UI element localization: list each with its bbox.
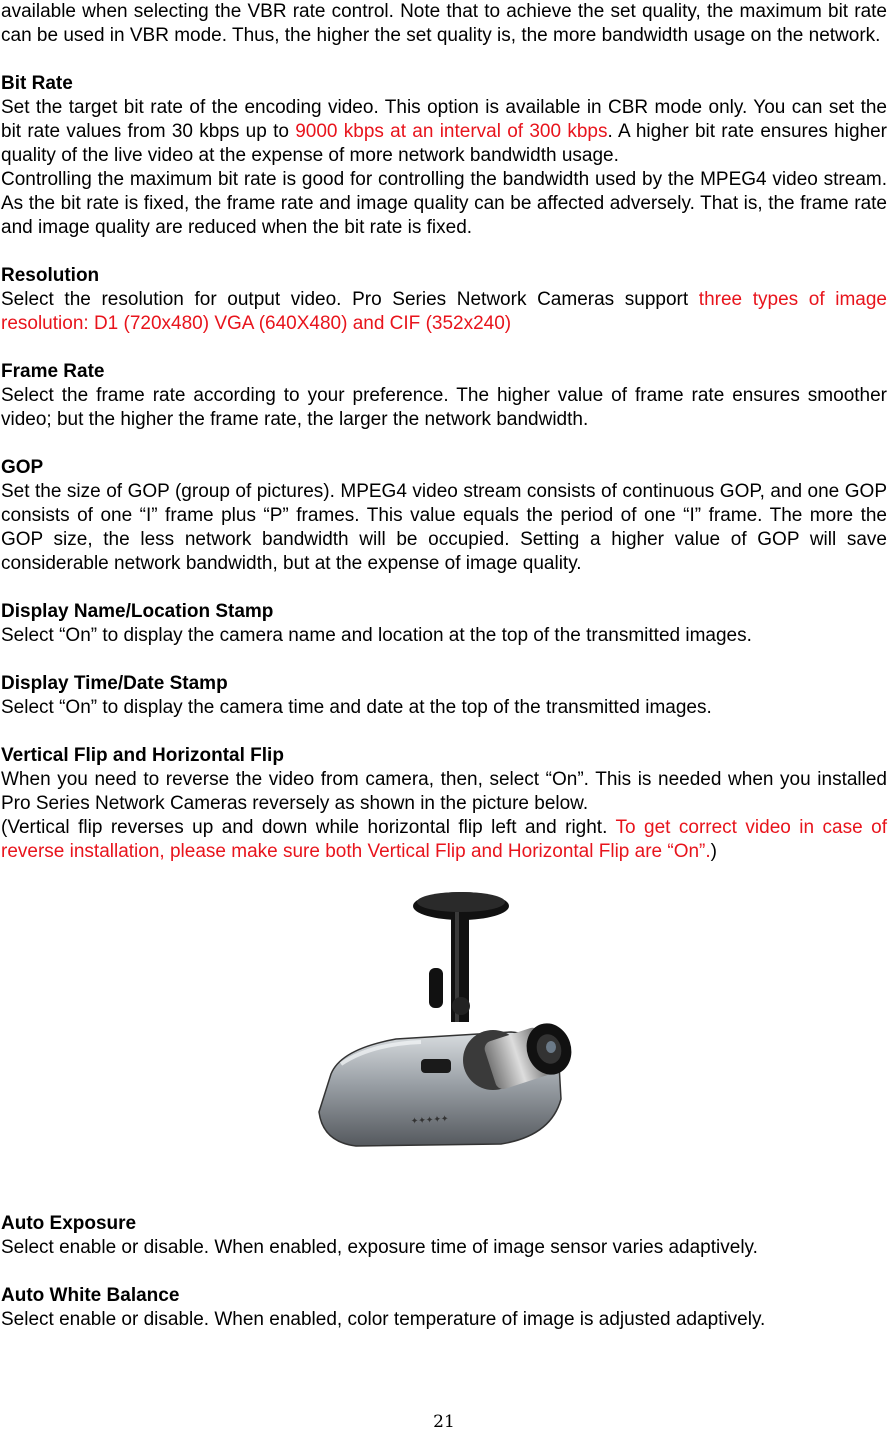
flip-highlight: To get correct video in case of reverse installation, please make sure both Vertical Flip and Horizontal Flip are “On”. <box>1 817 887 862</box>
network-camera-image <box>311 884 581 1154</box>
gop-paragraph: Set the size of GOP (group of pictures). MPEG4 video stream consists of continuous GOP, and one GOP consists of one “I” frame plus “P” frames. This value equals the period of one “I” frame. The more the GOP size, the less network bandwidth will be occupied. Setting a higher value of GOP will save considerable network bandwidth, but at the expense of image quality. <box>1 481 887 574</box>
frame-rate-heading: Frame Rate <box>1 361 105 382</box>
auto-exposure-heading: Auto Exposure <box>1 1213 137 1234</box>
bit-rate-text-end: . A higher bit rate ensures higher quality of the live video at the expense of more network bandwidth usage. <box>1 121 888 166</box>
resolution-paragraph <box>1 288 887 336</box>
resolution-text: Select the resolution for output video. Pro Series Network Cameras support <box>1 289 699 310</box>
awb-heading: Auto White Balance <box>1 1285 180 1306</box>
resolution-heading: Resolution <box>1 265 100 286</box>
flip-text: (Vertical flip reverses up and down while horizontal flip left and right. <box>1 817 616 838</box>
bit-rate-paragraph-2: Controlling the maximum bit rate is good for controlling the bandwidth used by the MPEG4 video stream. As the bit rate is fixed, the frame rate and image quality can be affected adversely. That is, the frame rate and image quality are reduced when the bit rate is fixed. <box>1 169 887 238</box>
intro-paragraph: available when selecting the VBR rate control. Note that to achieve the set quality, the maximum bit rate can be used in VBR mode. Thus, the higher the set quality is, the more bandwidth usage on the network. <box>1 1 887 46</box>
auto-exposure-paragraph: Select enable or disable. When enabled, exposure time of image sensor varies adaptively. <box>1 1237 758 1258</box>
flip-text-end: ) <box>710 841 717 862</box>
flip-heading: Vertical Flip and Horizontal Flip <box>1 745 284 766</box>
frame-rate-paragraph: Select the frame rate according to your preference. The higher value of frame rate ensures smoother video; but the higher the frame rate, the larger the network bandwidth. <box>1 385 887 430</box>
awb-paragraph: Select enable or disable. When enabled, color temperature of image is adjusted adaptively. <box>1 1309 766 1330</box>
time-stamp-heading: Display Time/Date Stamp <box>1 673 228 694</box>
bit-rate-paragraph <box>1 96 887 168</box>
name-stamp-paragraph: Select “On” to display the camera name and location at the top of the transmitted images. <box>1 625 752 646</box>
svg-text:✦✦✦✦✦: ✦✦✦✦✦ <box>410 1113 449 1126</box>
flip-paragraph: When you need to reverse the video from camera, then, select “On”. This is needed when you installed Pro Series Network Cameras reversely as shown in the picture below. <box>1 769 887 814</box>
gop-heading: GOP <box>1 457 44 478</box>
time-stamp-paragraph: Select “On” to display the camera time and date at the top of the transmitted images. <box>1 697 712 718</box>
name-stamp-heading: Display Name/Location Stamp <box>1 601 274 622</box>
bit-rate-text: Set the target bit rate of the encoding video. This option is available in CBR mode only. You can set the bit rate values from 30 kbps up to <box>1 97 887 142</box>
camera-figure <box>1 876 887 1212</box>
flip-paragraph-2 <box>1 816 887 864</box>
bit-rate-range-highlight: 9000 kbps at an interval of 300 kbps <box>295 121 608 142</box>
document-page <box>1 0 887 1332</box>
page-number: 21 <box>433 1412 455 1432</box>
resolution-highlight: three types of image resolution: D1 (720x480) VGA (640X480) and CIF (352x240) <box>1 289 888 334</box>
bit-rate-heading: Bit Rate <box>1 73 73 94</box>
